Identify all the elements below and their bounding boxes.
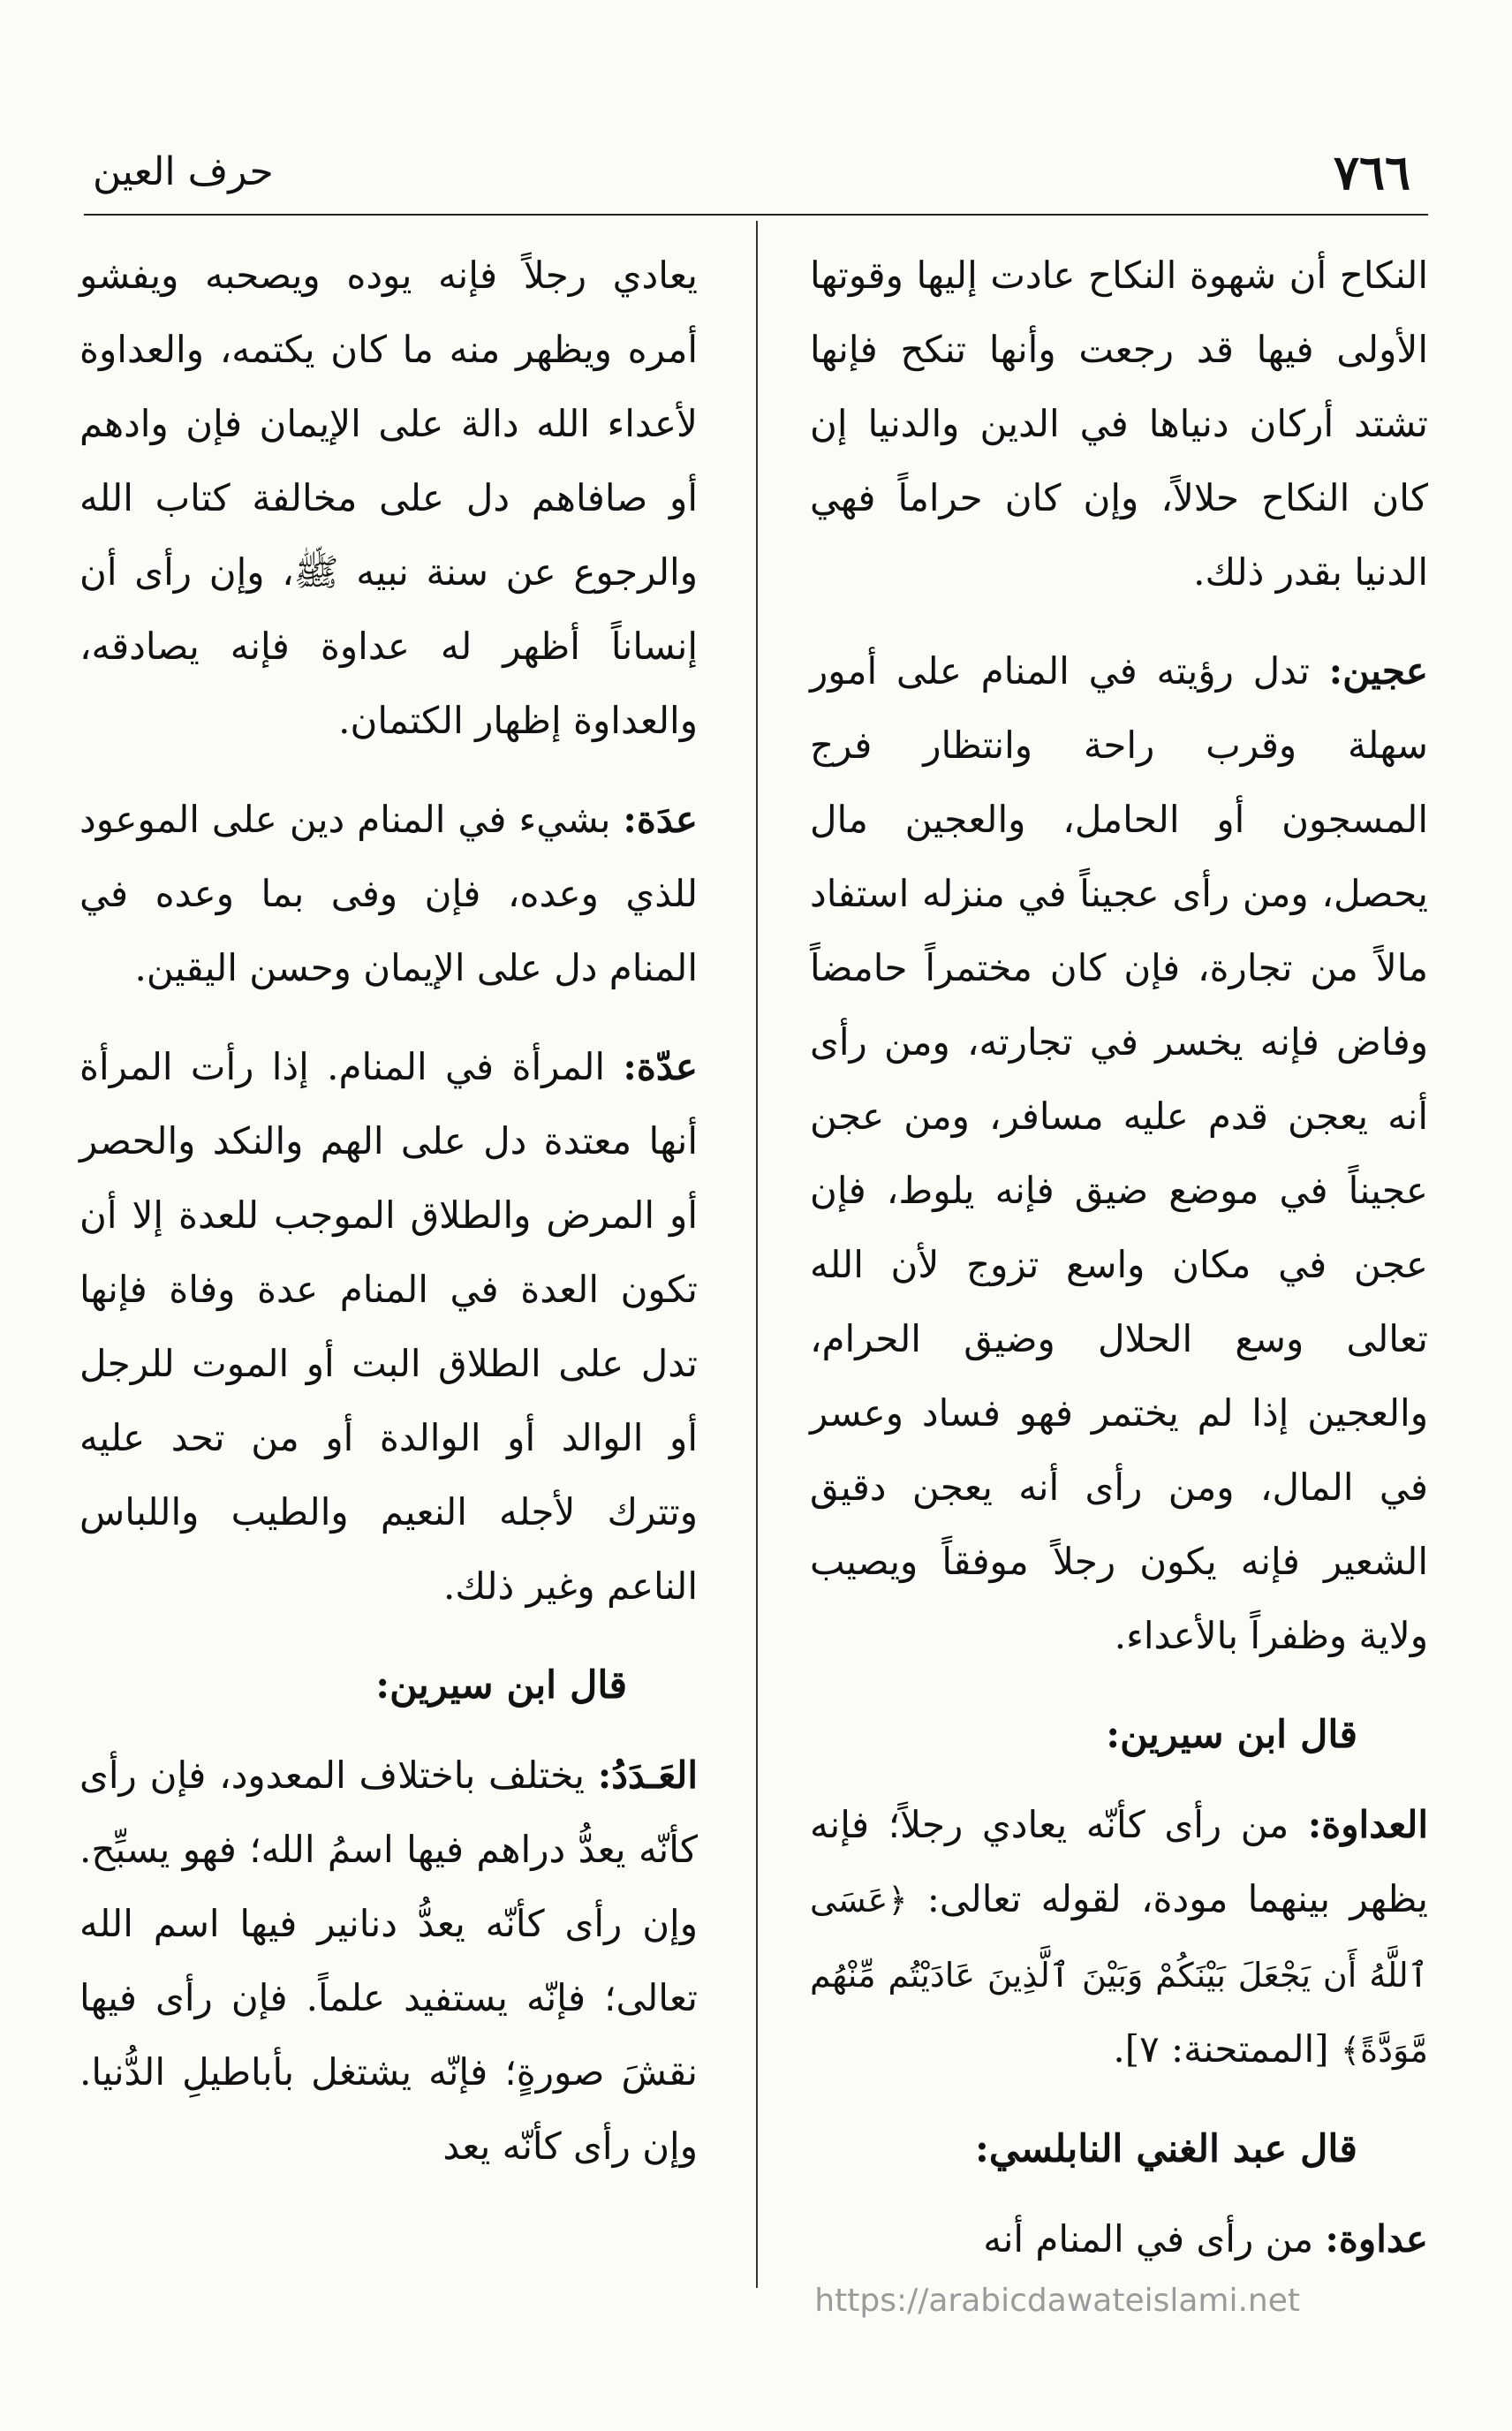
- entry-term: عجين:: [1328, 649, 1428, 693]
- column-divider: [756, 221, 758, 2288]
- watermark-url: https://arabicdawateislami.net: [814, 2283, 1300, 2319]
- entry-term: عداوة:: [1325, 2217, 1428, 2261]
- page-header: [84, 141, 1428, 216]
- entry-text: من رأى في المنام أنه: [983, 2217, 1326, 2261]
- section-heading: قال عبد الغني النابلسي:: [974, 2127, 1357, 2171]
- entry-text: من رأى كأنّه يعادي رجلاً؛ فإنه يظهر بينهما مودة، لقوله تعالى:: [810, 1803, 1428, 1920]
- entry-term: عدّة:: [623, 1045, 698, 1088]
- paragraph: النكاح أن شهوة النكاح عادت إليها وقوتها الأولى فيها قد رجعت وأنها تنكح فإنها تشتد أركان دنياها في الدين والدنيا إن كان النكاح حلالاً، وإن كان حراماً فهي الدنيا بقدر ذلك.: [810, 254, 1428, 594]
- entry-text: المرأة في المنام. إذا رأت المرأة أنها معتدة دل على الهم والنكد والحصر أو المرض والطلاق الموجب للعدة إلا أن تكون العدة في المنام عدة وفاة فإنها تدل على الطلاق البت أو الموت للرجل أو الوالد أو الوالدة أو من تحد عليه وتترك لأجله النعيم والطيب واللباس الناعم وغير ذلك.: [79, 1045, 698, 1608]
- right-column: [810, 239, 1428, 2297]
- entry-text: بشيء في المنام دين على الموعود للذي وعده، فإن وفى بما وعده في المنام دل على الإيمان وحسن اليقين.: [79, 798, 698, 989]
- quran-verse: ﴿عَسَى ٱللَّهُ أَن يَجْعَلَ بَيْنَكُمْ وَبَيْنَ ٱلَّذِينَ عَادَيْتُم مِّنْهُم مَّوَدَّةً﴾: [810, 1881, 1428, 2070]
- entry-term: عدَة:: [623, 798, 698, 841]
- page-number: ٧٦٦: [1333, 144, 1410, 201]
- section-heading: قال ابن سيرين:: [375, 1663, 627, 1708]
- dictionary-entry: [810, 2202, 1428, 2276]
- dictionary-entry: [810, 634, 1428, 1673]
- entry-text: تدل رؤيته في المنام على أمور سهلة وقرب راحة وانتظار فرج المسجون أو الحامل، والعجين مال يحصل، ومن رأى عجيناً في منزله استفاد مالاً من تجارة، فإن كان مختمراً حامضاً وفاض فإنه يخسر في تجارته، ومن رأى أنه يعجن قدم عليه مسافر، ومن عجن عجيناً في موضع ضيق فإنه يلوط، فإن عجن في مكان واسع تزوج لأن الله تعالى وسع الحلال وضيق الحرام، والعجين إذا لم يختمر فهو فساد وعسر في المال، ومن رأى أنه يعجن دقيق الشعير فإنه يكون رجلاً موفقاً ويصيب ولاية وظفراً بالأعداء.: [810, 649, 1428, 1657]
- entry-term: العَـدَدُ:: [597, 1753, 698, 1797]
- entry-text: يختلف باختلاف المعدود، فإن رأى كأنّه يعدُّ دراهم فيها اسمُ الله؛ فهو يسبِّح. وإن رأى كأنّه يعدُّ دنانير فيها اسم الله تعالى؛ فإنّه يستفيد علماً. فإن رأى فيها نقشَ صورةٍ؛ فإنّه يشتغل بأباطيلِ الدُّنيا. وإن رأى كأنّه يعد: [79, 1753, 698, 2168]
- left-column: [79, 239, 698, 2297]
- running-head: حرف العين: [93, 149, 274, 194]
- entry-term: العداوة:: [1307, 1803, 1428, 1846]
- dictionary-entry: [79, 783, 698, 1005]
- section-heading: قال ابن سيرين:: [1106, 1713, 1357, 1757]
- dictionary-entry: [79, 1738, 698, 2184]
- paragraph: يعادي رجلاً فإنه يوده ويصحبه ويفشو أمره ويظهر منه ما كان يكتمه، والعداوة لأعداء الله دالة على الإيمان فإن وادهم أو صافاهم دل على مخالفة كتاب الله والرجوع عن سنة نبيه ﷺ، وإن رأى أن إنساناً أظهر له عداوة فإنه يصادقه، والعداوة إظهار الكتمان.: [79, 254, 698, 742]
- dictionary-entry: [810, 1788, 1428, 2087]
- dictionary-entry: [79, 1030, 698, 1624]
- verse-reference: [الممتحنة: ٧].: [1113, 2027, 1341, 2071]
